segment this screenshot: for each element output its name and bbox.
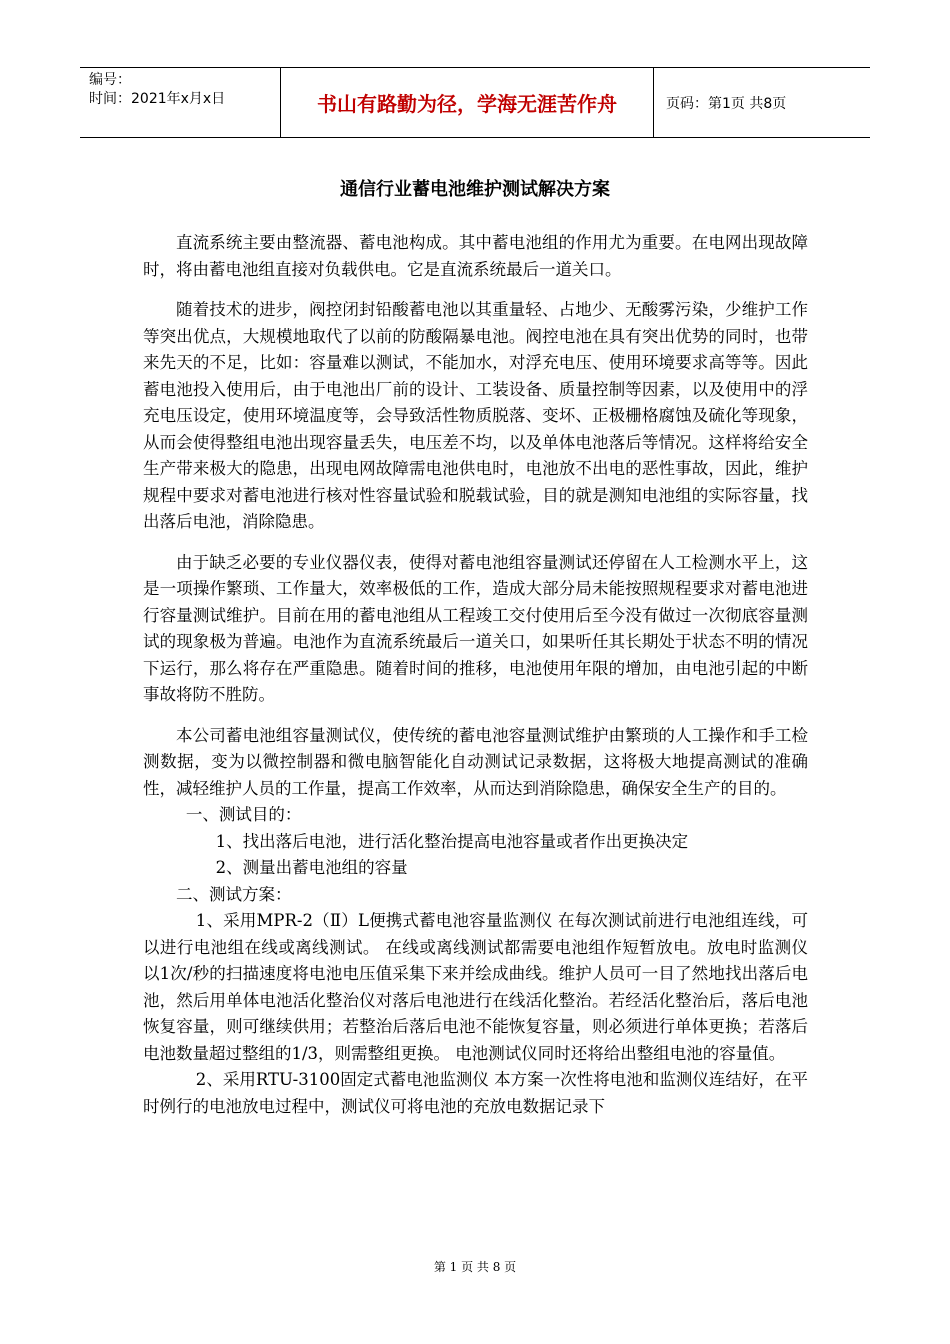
- header-page-info: 页码：第1页 共8页: [666, 95, 787, 112]
- document-title: 通信行业蓄电池维护测试解决方案: [340, 179, 610, 200]
- header-meta: [80, 68, 281, 137]
- page-header: [80, 67, 870, 138]
- section2-item-2: 2、采用RTU-3100固定式蓄电池监测仪 本方案一次性将电池和监测仪连结好，在平时例行的电池放电过程中，测试仪可将电池的充放电数据记录下: [143, 1070, 808, 1116]
- section1-heading: 一、测试目的：: [185, 805, 302, 824]
- paragraph-background: 随着技术的进步，阀控闭封铅酸蓄电池以其重量轻、占地少、无酸雾污染，少维护工作等突出优点，大规模地取代了以前的防酸隔暴电池。阀控电池在具有突出优势的同时，也带来先天的不足，比如：容量难以测试，不能加水，对浮充电压、使用环境要求高等等。因此蓄电池投入使用后，由于电池出厂前的设计、工装设备、质量控制等因素，以及使用中的浮充电压设定，使用环境温度等，会导致活性物质脱落、变坏、正极栅格腐蚀及硫化等现象，从而会使得整组电池出现容量丢失，电压差不均，以及单体电池落后等情况。这样将给安全生产带来极大的隐患，出现电网故障需电池供电时，电池放不出电的恶性事故，因此，维护规程中要求对蓄电池进行核对性容量试验和脱载试验，目的就是测知电池组的实际容量，找出落后电池，消除隐患。: [143, 300, 808, 531]
- document-body: [143, 230, 808, 1120]
- section1-item-1: 1、找出落后电池，进行活化整治提高电池容量或者作出更换决定: [215, 831, 689, 851]
- paragraph-intro: 直流系统主要由整流器、蓄电池构成。其中蓄电池组的作用尤为重要。在电网出现故障时，将由蓄电池组直接对负载供电。它是直流系统最后一道关口。: [143, 233, 808, 279]
- document-number-label: 编号：: [89, 72, 131, 88]
- header-motto: 书山有路勤为径，学海无涯苦作舟: [281, 68, 654, 137]
- page-footer: 第 1 页 共 8 页: [433, 1260, 517, 1274]
- paragraph-solution: 本公司蓄电池组容量测试仪，使传统的蓄电池容量测试维护由繁琐的人工操作和手工检测数据，变为以微控制器和微电脑智能化自动测试记录数据，这将极大地提高测试的准确性，减轻维护人员的工作量，提高工作效率，从而达到消除隐患，确保安全生产的目的。: [143, 725, 808, 798]
- section2-heading: 二、测试方案：: [176, 884, 292, 904]
- section1-item-2: 2、测量出蓄电池组的容量: [215, 858, 408, 877]
- paragraph-problem: 由于缺乏必要的专业仪器仪表，使得对蓄电池组容量测试还停留在人工检测水平上，这是一项操作繁琐、工作量大，效率极低的工作，造成大部分局未能按照规程要求对蓄电池进行容量测试维护。目前在用的蓄电池组从工程竣工交付使用后至今没有做过一次彻底容量测试的现象极为普遍。电池作为直流系统最后一道关口，如果听任其长期处于状态不明的情况下运行，那么将存在严重隐患。随着时间的推移，电池使用年限的增加，由电池引起的中断事故将防不胜防。: [143, 552, 808, 704]
- document-date-label: 时间：2021年x月x日: [89, 91, 226, 107]
- section2-item-1: 1、采用MPR-2（Ⅱ）L便携式蓄电池容量监测仪 在每次测试前进行电池组连线，可以进行电池组在线或离线测试。 在线或离线测试都需要电池组作短暂放电。放电时监测仪以1次/秒的扫描速度将电池电压值采集下来并绘成曲线。维护人员可一目了然地找出落后电池，然后用单体电池活化整治仪对落后电池进行在线活化整治。若经活化整治后，落后电池恢复容量，则可继续供用；若整治后落后电池不能恢复容量，则必须进行单体更换；若落后电池数量超过整组的1/3，则需整组更换。 电池测试仪同时还将给出整组电池的容量值。: [143, 911, 808, 1063]
